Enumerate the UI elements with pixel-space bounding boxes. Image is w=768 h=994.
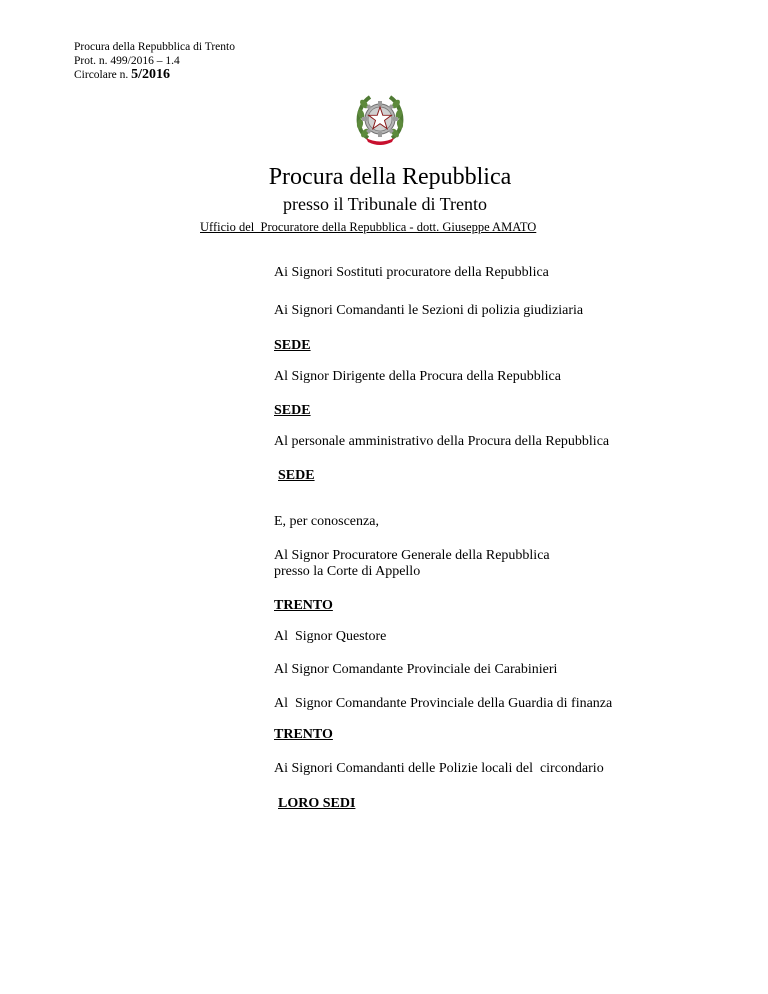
recipient-line: Al Signor Dirigente della Procura della Repubblica [274,369,561,384]
cc-line: E, per conoscenza, [274,514,379,529]
recipient-place: TRENTO [274,727,333,742]
recipient-line: presso la Corte di Appello [274,564,421,579]
recipient-place: LORO SEDI [278,796,356,811]
header-protocol: Prot. n. 499/2016 – 1.4 [74,55,180,67]
italian-republic-emblem-icon [354,92,406,146]
document-header-meta [74,40,235,82]
office-title: Procura della Repubblica [268,164,512,190]
recipient-line: Al Signor Questore [274,629,387,644]
recipient-line: Al Signor Comandante Provinciale della Guardia di finanza [274,696,613,711]
recipient-line: Al Signor Comandante Provinciale dei Carabinieri [274,662,558,677]
recipient-place: TRENTO [274,598,333,613]
recipient-line: Ai Signori Comandanti delle Polizie locali del circondario [274,761,604,776]
office-subtitle: presso il Tribunale di Trento [282,194,488,214]
recipient-line: Al personale amministrativo della Procura della Repubblica [274,434,610,449]
recipient-place: SEDE [274,338,311,353]
recipient-place: SEDE [274,403,311,418]
header-circular [74,68,235,82]
office-head-line: Ufficio del Procuratore della Repubblica - dott. Giuseppe AMATO [200,220,537,234]
recipient-line: Ai Signori Sostituti procuratore della Repubblica [274,265,549,280]
recipient-line: Ai Signori Comandanti le Sezioni di polizia giudiziaria [274,303,584,318]
recipient-place: SEDE [278,468,315,483]
recipient-line: Al Signor Procuratore Generale della Repubblica [274,548,550,563]
header-office: Procura della Repubblica di Trento [74,41,235,53]
circular-label: Circolare n. [74,69,129,81]
circular-number: 5/2016 [131,67,171,82]
